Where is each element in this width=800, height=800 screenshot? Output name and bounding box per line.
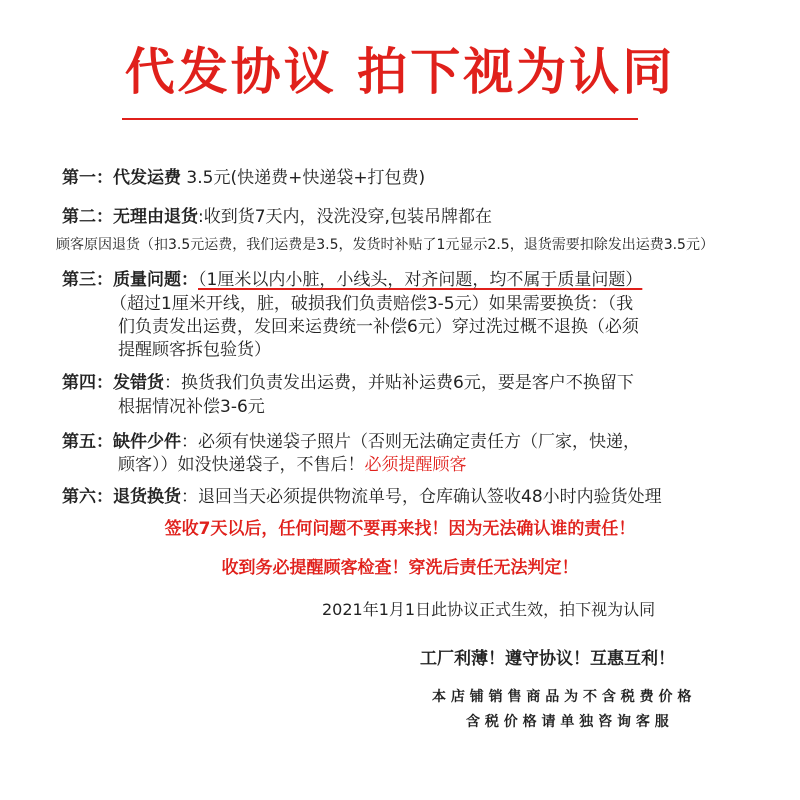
item-two bbox=[62, 206, 492, 228]
item-two-line2: 顾客原因退货（扣3.5元运费，我们运费是3.5，发货时补贴了1元显示2.5，退货需要扣除发出运费3.5元） bbox=[56, 237, 714, 253]
item-five-text: ：必须有快递袋子照片（否则无法确定责任方（厂家，快递， bbox=[181, 432, 640, 452]
item-two-text: :收到货7天内，没洗没穿,包装吊牌都在 bbox=[198, 207, 492, 227]
item-three-head: 第三： bbox=[62, 270, 113, 290]
item-one bbox=[62, 167, 425, 189]
warning-line-2: 收到务必提醒顾客检查！穿洗后责任无法判定！ bbox=[221, 558, 579, 578]
item-two-label: 无理由退货 bbox=[113, 207, 198, 227]
item-five-label: 缺件少件 bbox=[113, 432, 181, 452]
item-five-line2 bbox=[118, 454, 467, 476]
effective-date: 2021年1月1日此协议正式生效，拍下视为认同 bbox=[322, 600, 656, 619]
item-three-line4: 提醒顾客拆包验货） bbox=[118, 340, 271, 360]
item-five-head: 第五： bbox=[62, 432, 113, 452]
item-three bbox=[62, 269, 642, 291]
tax-note-1: 本 店 铺 销 售 商 品 为 不 含 税 费 价 格 bbox=[432, 689, 692, 705]
page-title: 代发协议 拍下视为认同 bbox=[124, 43, 676, 101]
item-one-label: 代发运费 bbox=[113, 168, 181, 188]
item-three-line2: （超过1厘米开线，脏，破损我们负责赔偿3-5元）如果需要换货：（我 bbox=[110, 294, 634, 314]
item-six-head: 第六： bbox=[62, 487, 113, 507]
item-six-text: ：退回当天必须提供物流单号，仓库确认签收48小时内验货处理 bbox=[181, 487, 662, 507]
title-divider bbox=[122, 118, 638, 120]
item-one-text: 3.5元(快递费+快递袋+打包费) bbox=[181, 168, 426, 188]
item-six-label: 退货换货 bbox=[113, 487, 181, 507]
item-one-head: 第一： bbox=[62, 168, 113, 188]
item-three-underlined: （1厘米以内小脏，小线头，对齐问题，均不属于质量问题） bbox=[198, 270, 643, 290]
item-three-label: 质量问题： bbox=[113, 270, 198, 290]
item-four-head: 第四： bbox=[62, 373, 113, 393]
item-four bbox=[62, 372, 634, 394]
item-two-head: 第二： bbox=[62, 207, 113, 227]
item-four-text: ：换货我们负责发出运费，并贴补运费6元，要是客户不换留下 bbox=[164, 373, 634, 393]
item-five-line2-text: 顾客））如没快递袋子，不售后！ bbox=[118, 455, 365, 475]
item-three-line3: 们负责发出运费，发回来运费统一补偿6元）穿过洗过概不退换（必须 bbox=[118, 317, 639, 337]
item-five-line2-red: 必须提醒顾客 bbox=[364, 455, 467, 475]
item-six bbox=[62, 486, 662, 508]
warning-line-1: 签收7天以后，任何问题不要再来找！因为无法确认谁的责任！ bbox=[164, 519, 636, 539]
slogan: 工厂利薄！遵守协议！互惠互利！ bbox=[420, 649, 675, 669]
tax-note-2: 含 税 价 格 请 单 独 咨 询 客 服 bbox=[466, 714, 669, 730]
item-four-label: 发错货 bbox=[113, 373, 164, 393]
item-four-line2: 根据情况补偿3-6元 bbox=[118, 397, 265, 417]
item-five bbox=[62, 431, 640, 453]
